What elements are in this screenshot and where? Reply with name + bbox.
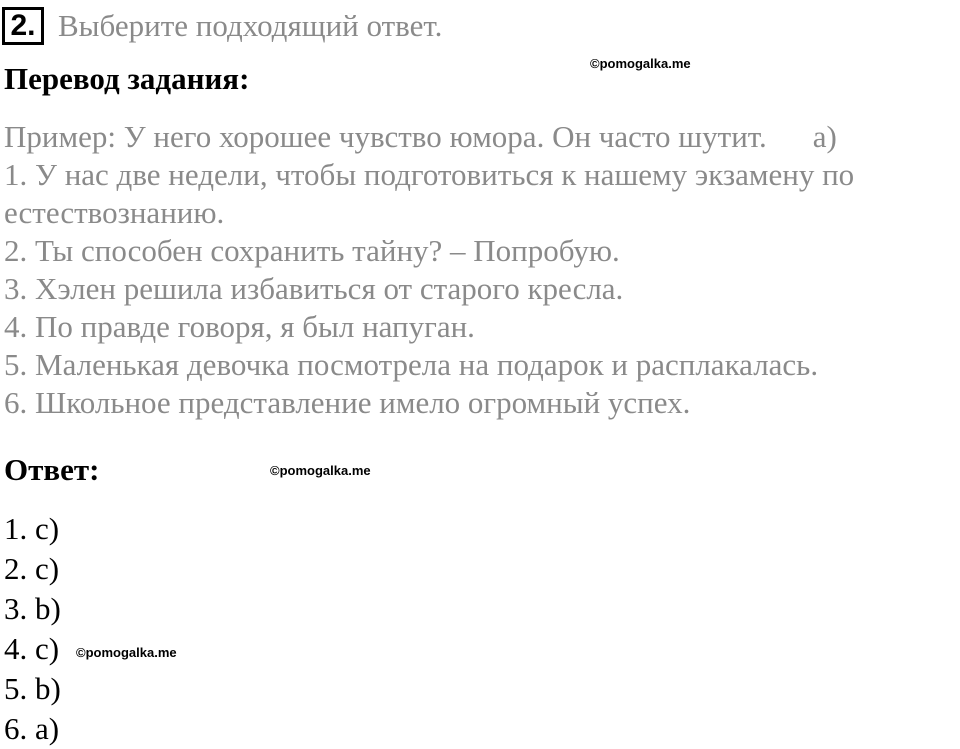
example-text: Пример: У него хорошее чувство юмора. Он часто шутит. bbox=[4, 119, 767, 154]
task-header bbox=[2, 6, 442, 46]
task-instruction: Выберите подходящий ответ. bbox=[58, 8, 443, 43]
answer-heading: Ответ: bbox=[4, 452, 100, 487]
watermark: ©pomogalka.me bbox=[270, 463, 371, 478]
example-answer: а) bbox=[812, 119, 837, 154]
answer-item: 6. a) bbox=[4, 711, 60, 746]
translation-list bbox=[4, 118, 956, 422]
translation-example bbox=[4, 118, 956, 156]
answer-item: 4. c) bbox=[4, 631, 60, 666]
translation-heading: Перевод задания: bbox=[4, 61, 250, 96]
watermark: ©pomogalka.me bbox=[76, 645, 177, 660]
translation-item: 6. Школьное представление имело огромный успех. bbox=[4, 385, 691, 420]
translation-item: 5. Маленькая девочка посмотрела на подарок и расплакалась. bbox=[4, 347, 819, 382]
translation-item: 1. У нас две недели, чтобы подготовиться к нашему экзамену по естествознанию. bbox=[4, 157, 855, 230]
translation-item: 2. Ты способен сохранить тайну? – Попробую. bbox=[4, 233, 620, 268]
translation-item: 3. Хэлен решила избавиться от старого кресла. bbox=[4, 271, 624, 306]
answer-item: 5. b) bbox=[4, 671, 61, 706]
translation-item: 4. По правде говоря, я был напуган. bbox=[4, 309, 475, 344]
answer-item: 3. b) bbox=[4, 591, 61, 626]
answer-list bbox=[4, 509, 61, 749]
answer-item: 1. c) bbox=[4, 511, 60, 546]
answer-item: 2. c) bbox=[4, 551, 60, 586]
watermark: ©pomogalka.me bbox=[590, 56, 691, 71]
task-number: 2. bbox=[2, 7, 44, 45]
